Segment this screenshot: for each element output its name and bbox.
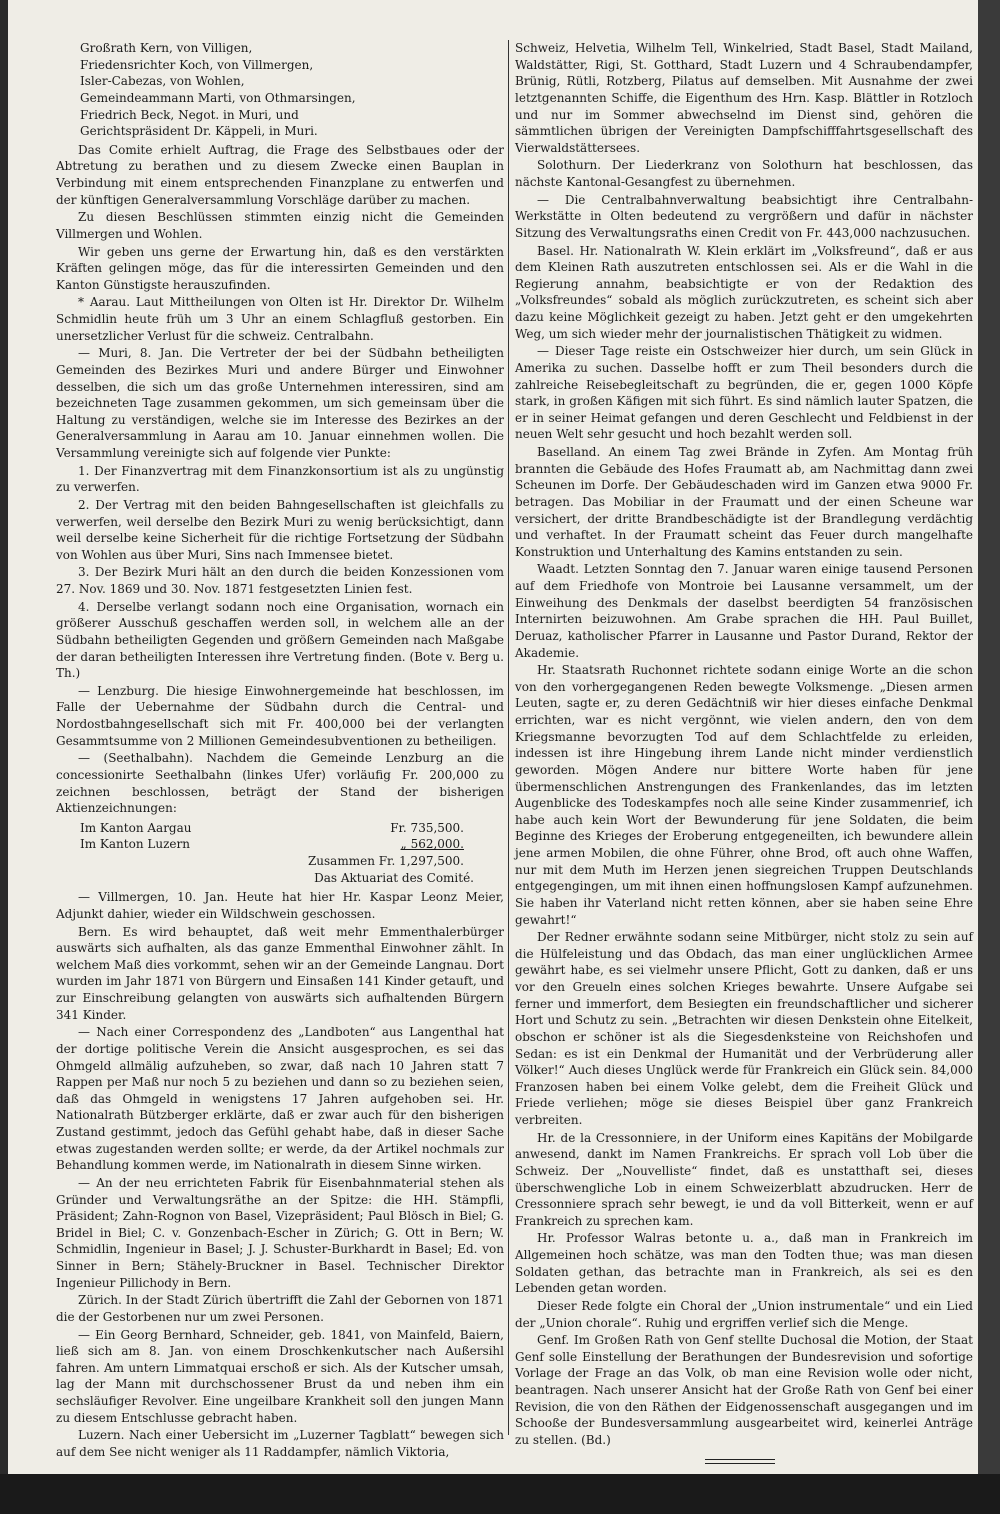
article-point: 2. Der Vertrag mit den beiden Bahngesellschaften ist gleichfalls zu verwerfen, weil derselbe den Bezirk Muri zu wenig berücksichtigt, dann weil derselbe keine Sicherheit für die richtige Fortsetzung der Südbahn von Wohlen aus über Muri, Sins nach Immensee bietet. <box>56 497 504 562</box>
article-bern: Bern. Es wird behauptet, daß weit mehr Emmenthalerbürger auswärts sich aufhalten, als das ganze Emmenthal Einwohner zählt. In welchem Maß dies vorkommt, sehen wir an der Gemeinde Langnau. Dort wurden im Jahr 1871 von Bürgern und Einsaßen 141 Kinder getauft, und zur Einschreibung gelangten von auswärts sich aufhaltenden Bürgern 341 Kinder. <box>56 924 504 1022</box>
article-solothurn: Solothurn. Der Liederkranz von Solothurn hat beschlossen, das nächste Kantonal-Gesangfest zu übernehmen. <box>515 158 973 189</box>
committee-member: Isler-Cabezas, von Wohlen, <box>80 74 245 89</box>
scan-edge-bottom <box>0 1474 1000 1514</box>
committee-member: Friedrich Beck, Negot. in Muri, und <box>80 107 299 122</box>
column-divider <box>508 40 509 1435</box>
article-villmergen: — Villmergen, 10. Jan. Heute hat hier Hr. Kaspar Leonz Meier, Adjunkt dahier, wieder ein Wildschwein geschossen. <box>56 890 504 921</box>
article-point: 4. Derselbe verlangt sodann noch eine Organisation, wornach ein größerer Ausschuß geschaffen werden soll, in welchem alle an der Südbahn betheiligten Gegenden und größern Gemeinden nach Maßgabe der daran betheiligten Interessen ihre Vertretung finden. (Bote v. Berg u. Th.) <box>56 599 504 681</box>
article-luzern: Luzern. Nach einer Uebersicht im „Luzerner Tagblatt“ bewegen sich auf dem See nicht weniger als 11 Raddampfer, nämlich Viktoria, <box>56 1428 504 1459</box>
committee-member: Gerichtspräsident Dr. Käppeli, in Muri. <box>80 124 318 139</box>
article-lenzburg: — Lenzburg. Die hiesige Einwohnergemeinde hat beschlossen, im Falle der Uebernahme der Südbahn durch die Central- und Nordostbahngesellschaft sich mit Fr. 400,000 bei der verlangten Gesammtsumme von 2 Millionen Gemeindesubventionen zu betheiligen. <box>56 683 504 748</box>
article-paragraph: Das Comite erhielt Auftrag, die Frage des Selbstbaues oder der Abtretung zu berathen und zu diesem Zwecke einen Bauplan in Verbindung mit einem entsprechenden Finanzplane zu entwerfen und der künftigen Generalversammlung Vorschläge darüber zu machen. <box>56 142 504 207</box>
article-aarau: * Aarau. Laut Mittheilungen von Olten ist Hr. Direktor Dr. Wilhelm Schmidlin heute früh um 3 Uhr an einem Schlagfluß gestorben. Ein unersetzlicher Verlust für die schweiz. Centralbahn. <box>56 295 504 343</box>
subscription-total: Zusammen Fr. 1,297,500. <box>307 854 464 868</box>
subscription-amount: „ 562,000. <box>400 837 464 852</box>
article-point: 1. Der Finanzvertrag mit dem Finanzkonsortium ist als zu ungünstig zu verwerfen. <box>56 463 504 495</box>
subscription-amount: Fr. 735,500. <box>390 820 464 835</box>
article-basel: Basel. Hr. Nationalrath W. Klein erklärt im „Volksfreund“, daß er aus dem Kleinen Rath auszutreten entschlossen sei. Als er die Wahl in die Regierung annahm, beabsichtigte er von der Redaktion des „Volksfreundes“ sobald als möglich zurückzutreten, es scheint sich aber dazu keine Möglichkeit gezeigt zu haben. Jetzt geht er den umgekehrten Weg, um sich wieder mehr der journalistischen Thätigkeit zu widmen. <box>515 243 973 341</box>
article-paragraph: Dieser Rede folgte ein Choral der „Union instrumentale“ und ein Lied der „Union chorale“. Ruhig und ergriffen verlief sich die Menge. <box>515 1298 973 1330</box>
article-paragraph: Hr. Staatsrath Ruchonnet richtete sodann einige Worte an die schon von den vorhergegangenen Reden bewegte Volksmenge. „Diesen armen Leuten, sagte er, zu deren Gedächtniß wir hier dieses einfache Denkmal errichten, war es nicht vergönnt, wie vielen andern, den von dem Kriegsmanne bevorzugten Tod auf dem Schlachtfelde zu erleiden, indessen ist ihre Hingebung ihrem Lande nicht minder verdienstlich geworden. Mögen Andere nur bittere Worte haben für jene übermenschlichen Anstrengungen des Frankenlandes, das im letzten Augenblicke des Todeskampfes noch alle seine Kinder zusammenrief, ich habe auch kein Wort der Bewunderung für jene Soldaten, die beim Beginne des Krieges der Eroberung entgegeneilten, ich bewundere allein jene armen Mobilen, die ohne Führer, ohne Brod, oft auch ohne Waffen, nur mit dem Muth im Herzen jenen siegreichen Truppen Deutschlands entgegengingen, um mit ihnen einen hoffnungslosen Kampf aufzunehmen. Sie haben ihr Vaterland nicht retten können, aber sie haben seine Ehre gewahrt!“ <box>515 663 973 927</box>
committee-member: Großrath Kern, von Villigen, <box>80 41 253 55</box>
committee-member: Friedensrichter Koch, von Villmergen, <box>80 57 314 72</box>
article-waadt: Waadt. Letzten Sonntag den 7. Januar waren einige tausend Personen auf dem Friedhofe von Montroie bei Lausanne versammelt, um der Einweihung des Denkmals der daselbst beerdigten 54 französischen Internirten beizuwohnen. Am Grabe sprachen die HH. Paul Buillet, Deruaz, katholischer Pfarrer in Lausanne und Pastor Durand, Rektor der Akademie. <box>515 562 973 660</box>
article-zurich: Zürich. In der Stadt Zürich übertrifft die Zahl der Gebornen von 1871 die der Gestorbenen nur um zwei Personen. <box>56 1293 504 1324</box>
right-column <box>515 40 973 1464</box>
subscription-label: Im Kanton Luzern <box>80 837 190 852</box>
article-paragraph: — Dieser Tage reiste ein Ostschweizer hier durch, um sein Glück in Amerika zu suchen. Dasselbe hofft er zum Theil besonders durch die zahlreiche Reisebegleitschaft zu begründen, die er, gegen 1000 Köpfe stark, in großen Käfigen mit sich führt. Es sind nämlich lauter Spatzen, die er in seiner Heimat gefangen und deren Geschlecht und Feldbienst in der neuen Welt sehr gesucht und hoch bezahlt werden soll. <box>515 344 973 442</box>
article-seethalbahn: — (Seethalbahn). Nachdem die Gemeinde Lenzburg an die concessionirte Seethalbahn (linkes Ufer) vorläufig Fr. 200,000 zu zeichnen beschlossen, beträgt der Stand der bisherigen Aktienzeichnungen: <box>56 751 504 816</box>
subscription-table <box>80 820 504 887</box>
article-paragraph: Hr. Professor Walras betonte u. a., daß man in Frankreich im Allgemeinen hoch schätze, was man den Todten thue; was man diesen Soldaten gethan, das betrachte man in Frankreich, als sei es den Lebenden getan worden. <box>515 1231 973 1296</box>
subscription-label: Im Kanton Aargau <box>80 820 192 835</box>
article-genf: Genf. Im Großen Rath von Genf stellte Duchosal die Motion, der Staat Genf solle Einstellung der Berathungen der Bundesrevision und sofortige Vorlage der Frage an das Volk, ob man eine Revision wolle oder nicht, beantragen. Nach unserer Ansicht hat der Große Rath von Genf bei einer Revision, die von den Räthen der Eidgenossenschaft ausgegangen und im Schooße der Bundesversammlung ausgearbeitet wird, keinerlei Anträge zu stellen. (Bd.) <box>515 1333 973 1447</box>
left-column <box>56 40 504 1462</box>
scan-edge-right <box>978 0 1000 1514</box>
article-paragraph: Hr. de la Cressonniere, in der Uniform eines Kapitäns der Mobilgarde anwesend, dankt im Namen Frankreichs. Er sprach voll Lob über die Schweiz. Der „Nouvelliste“ findet, daß es unstatthaft sei, dieses überschwengliche Lob in einem Schweizerblatt abzudrucken. Herr de Cressonniere sprach sehr bewegt, ie und da voll Bitterkeit, wenn er auf Frankreich zu sprechen kam. <box>515 1130 973 1228</box>
article-paragraph: — Nach einer Correspondenz des „Landboten“ aus Langenthal hat der dortige politische Verein die Ansicht ausgesprochen, es sei das Ohmgeld allmälig aufzuheben, so zwar, daß nach 10 Jahren statt 7 Rappen per Maß nur noch 5 zu beziehen und dann so zu beziehen seien, daß das Ohmgeld in wenigstens 17 Jahren aufgehoben sei. Hr. Nationalrath Bützberger erklärte, daß er zwar auch für den bisherigen Zustand gestimmt, jedoch das Gefühl gehabt habe, daß in dieser Sache etwas zugestanden werden sollte; er werde, da der Artikel nochmals zur Behandlung kommen werde, im Nationalrath in diesem Sinne wirken. <box>56 1025 504 1173</box>
subscription-row <box>80 820 504 837</box>
article-paragraph: Wir geben uns gerne der Erwartung hin, daß es den verstärkten Kräften gelingen möge, das für die interessirten Gemeinden und den Kanton Günstigste herauszufinden. <box>56 244 504 292</box>
committee-member-list <box>56 40 504 140</box>
committee-member: Gemeindeammann Marti, von Othmarsingen, <box>80 90 356 105</box>
article-baselland: Baselland. An einem Tag zwei Brände in Zyfen. Am Montag früh brannten die Gebäude des Hofes Fraumatt ab, am Nachmittag dann zwei Scheunen im Dorfe. Der Gebäudeschaden wird im Ganzen etwa 9000 Fr. betragen. Das Mobiliar in der Fraumatt und der einen Scheune war versichert, der dritte Brandbeschädigte ist der Brandlegung verdächtig und verhaftet. In der Fraumatt scheint das Feuer durch mangelhafte Konstruktion und Unterhaltung des Kamins entstanden zu sein. <box>515 445 973 559</box>
subscription-row <box>80 836 504 853</box>
article-paragraph: Zu diesen Beschlüssen stimmten einzig nicht die Gemeinden Villmergen und Wohlen. <box>56 210 504 241</box>
article-paragraph: Schweiz, Helvetia, Wilhelm Tell, Winkelried, Stadt Basel, Stadt Mailand, Waldstätter, Rigi, St. Gotthard, Stadt Luzern und 4 Schraubendampfer, Brünig, Rütli, Rotzberg, Pilatus auf demselben. Mit Ausnahme der zwei letztgenannten Schiffe, die Eigenthum des Hrn. Kasp. Blättler in Rotzloch und nur im Sommer abwechselnd im Dienst sind, gehören die sämmtlichen übrigen der Vereinigten Dampfschifffahrtsgesellschaft des Vierwaldstättersees. <box>515 41 973 155</box>
scan-edge-left <box>0 0 8 1514</box>
article-paragraph: Der Redner erwähnte sodann seine Mitbürger, nicht stolz zu sein auf die Hülfeleistung und das Obdach, das man einer unglücklichen Armee gewährt habe, es sei vielmehr unsere Pflicht, Gott zu danken, daß er uns vor den Greueln eines solchen Krieges bewahrte. Unsere Aufgabe sei ferner und immerfort, dem Besiegten ein freundschaftlicher und sicherer Hort und Schutz zu sein. „Betrachten wir diesen Denkstein ohne Eitelkeit, obschon er schöner ist als die Siegesdenksteine von Reichshofen und Sedan: es ist ein Denkmal der Humanität und der Verbrüderung aller Völker!“ Auch dieses Unglück werde für Frankreich ein Glück sein. 84,000 Franzosen haben bei einem Volke gelebt, dem die Freiheit Glück und Friede verliehen; möge sie dieses Beispiel über ganz Frankreich verbreiten. <box>515 930 973 1127</box>
article-point: 3. Der Bezirk Muri hält an den durch die beiden Konzessionen vom 27. Nov. 1869 und 30. Nov. 1871 festgesetzten Linien fest. <box>56 565 504 596</box>
article-paragraph: — An der neu errichteten Fabrik für Eisenbahnmaterial stehen als Gründer und Verwaltungsräthe an der Spitze: die HH. Stämpfli, Präsident; Zahn-Rognon von Basel, Vizepräsident; Paul Blösch in Biel; G. Bridel in Biel; C. v. Gonzenbach-Escher in Zürich; G. Ott in Bern; W. Schmidlin, Ingenieur in Basel; J. J. Schuster-Burkhardt in Basel; Ed. von Sinner in Bern; Stähely-Bruckner in Basel. Technischer Direktor Ingenieur Pillichody in Bern. <box>56 1175 504 1290</box>
end-of-section-rule <box>705 1459 775 1464</box>
subscription-signature: Das Aktuariat des Comité. <box>314 870 474 885</box>
article-muri: — Muri, 8. Jan. Die Vertreter der bei der Südbahn betheiligten Gemeinden des Bezirkes Muri und andere Bürger und Einwohner desselben, die sich um das große Unternehmen interessiren, sind am bezeichneten Tage zusammen gekommen, um sich gemeinsam über die Haltung zu verständigen, welche sie im Interesse des Bezirkes an der Generalversammlung in Aarau am 10. Januar einnehmen wollen. Die Versammlung vereinigte sich auf folgende vier Punkte: <box>56 346 504 460</box>
article-paragraph: — Ein Georg Bernhard, Schneider, geb. 1841, von Mainfeld, Baiern, ließ sich am 8. Jan. von einem Droschkenkutscher nach Außersihl fahren. Am untern Limmatquai erschoß er sich. Als der Kutscher umsah, lag der Mann mit durchschossener Brust da und neben ihm ein sechsläufiger Revolver. Eine ungeilbare Krankheit soll den jungen Mann zu diesem Entschlusse gebracht haben. <box>56 1327 504 1425</box>
article-paragraph: — Die Centralbahnverwaltung beabsichtigt ihre Centralbahn-Werkstätte in Olten bedeutend zu vergrößern und dafür in nächster Sitzung des Verwaltungsraths einen Credit von Fr. 443,000 nachzusuchen. <box>515 192 973 240</box>
